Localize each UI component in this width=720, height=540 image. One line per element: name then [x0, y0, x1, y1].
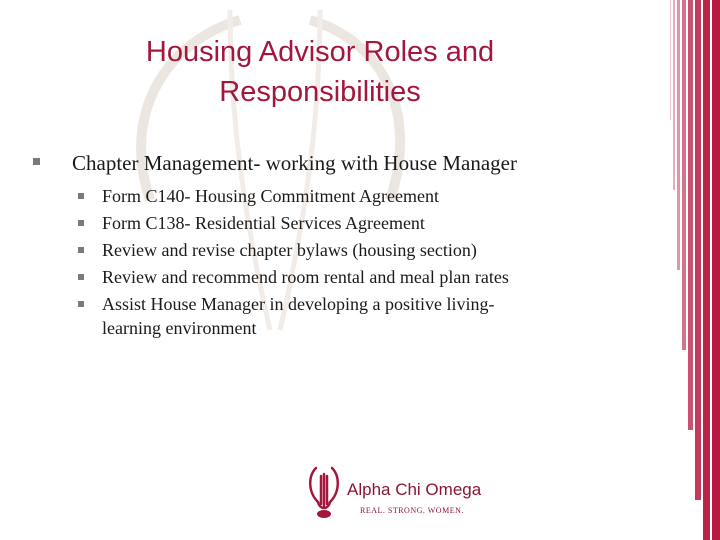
bullet-text: Chapter Management- working with House Manager — [72, 151, 517, 175]
square-bullet-icon — [78, 220, 84, 226]
alpha-chi-omega-logo — [304, 462, 484, 526]
square-bullet-icon — [78, 274, 84, 280]
slide-title: Housing Advisor Roles and Responsibilities — [145, 36, 495, 108]
sub-bullet-text: Form C140- Housing Commitment Agreement — [102, 186, 439, 206]
square-bullet-icon — [78, 301, 84, 307]
lyre-icon — [304, 462, 344, 526]
logo-tagline: REAL. STRONG. WOMEN. — [360, 506, 464, 515]
sub-bullet-text: Review and recommend room rental and meal plan rates — [102, 267, 509, 287]
square-bullet-icon — [78, 247, 84, 253]
square-bullet-icon — [33, 158, 40, 165]
sub-bullet-text: Assist House Manager in developing a positive living-learning environment — [102, 294, 495, 338]
decorative-stripes — [600, 0, 720, 540]
sub-bullet-text: Form C138- Residential Services Agreement — [102, 213, 425, 233]
logo-name: Alpha Chi Omega — [347, 480, 482, 499]
sub-bullet-text: Review and revise chapter bylaws (housing section) — [102, 240, 477, 260]
square-bullet-icon — [78, 193, 84, 199]
